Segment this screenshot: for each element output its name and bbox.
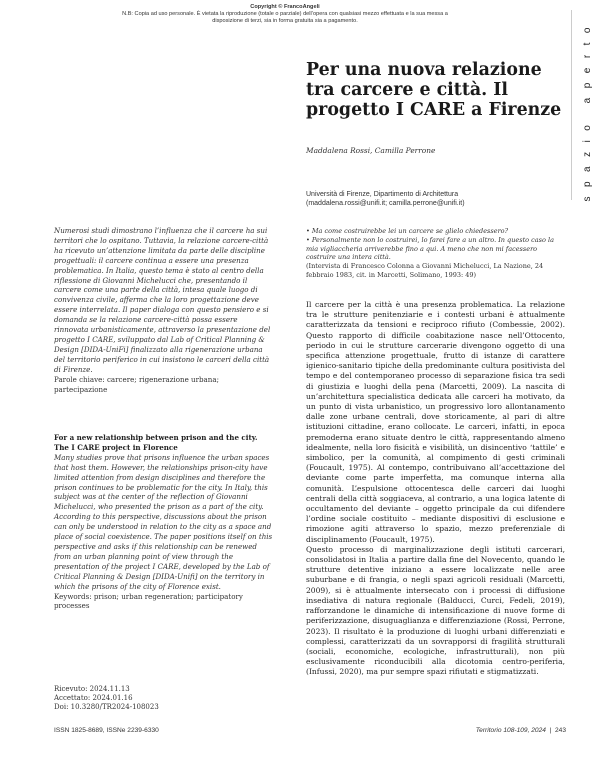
abstract-italian bbox=[54, 226, 274, 394]
body-paragraph: Questo processo di marginalizzazione degli istituti carcerari, consolidatosi in Italia a partire dalla fine del Novecento, quando le strutture detentive iniziano a essere localizzate nelle aree suburbane e di frangia, o negli spazi agricoli residuali (Marcetti, 2009), si è attualmente intersecato con i processi di diffusione insediativa di natura regionale (Balducci, Curci, Fedeli, 2019), rafforzandone le dinamiche di intensificazione di nuove forme di periferizzazione, disuguaglianza e differenziazione (Rossi, Perrone, 2023). Il risultato è la produzione di luoghi urbani differenziati e complessi, caratterizzati da un sovrapporsi di fragilità strutturali (sociali, economiche, ecologiche, infrastrutturali), non più esclusivamente riconducibili alla dicotomia centro-periferia, (Infussi, 2020), ma pur sempre spazi rifiutati e stigmatizzati. bbox=[306, 544, 565, 677]
copyright-notice bbox=[120, 4, 450, 25]
date-accepted: Accettato: 2024.01.16 bbox=[54, 694, 133, 702]
article-title: Per una nuova relazione tra carcere e città. Il progetto I CARE a Firenze bbox=[306, 60, 562, 120]
article-authors: Maddalena Rossi, Camilla Perrone bbox=[306, 146, 436, 155]
article-dates bbox=[54, 685, 159, 712]
affiliation-emails: (maddalena.rossi@unifi.it; camilla.perrone@unifi.it) bbox=[306, 200, 465, 207]
date-received: Ricevuto: 2024.11.13 bbox=[54, 685, 130, 693]
epigraph bbox=[306, 227, 561, 280]
epigraph-answer: • Personalmente non lo costruirei, lo farei fare a un altro. In questo caso la mia vigliaccheria arriverebbe fino a qui. A meno che non mi facessero costruire una intera città. bbox=[306, 235, 554, 262]
body-paragraph: Il carcere per la città è una presenza problematica. La relazione tra le strutture penitenziarie e i contesti urbani è attualmente caratterizzata da tensioni e reciproco rifiuto (Combessie, 2002). Questo rapporto di difficile coabitazione nasce nell’Ottocento, periodo in cui le strutture carcerarie divengono oggetto di una specifica attenzione progettuale, frutto di istanze di carattere igienico-sanitario tipiche della predominante cultura positivista del tempo e del contemporaneo processo di separazione fisica tra sedi di giustizia e luoghi della pena (Marcetti, 2009). La nascita di un’architettura specialistica dedicata alle carceri ha motivato, da un punto di vista urbanistico, un progressivo loro allontanamento dalle zone urbane centrali, dove storicamente, al pari di altre istituzioni cittadine, erano collocate. Le carceri, infatti, in epoca premoderna erano situate dentro le città, rappresentando almeno idealmente, nella loro fisicità e visibilità, un disincentivo ‘tattile’ e simbolico, per la comunità, al compimento di gesti criminali (Foucault, 1975). Al contempo, contribuivano all’accettazione del deviante come parte imperfetta, ma comunque interna alla comunità. L’espulsione ottocentesca delle carceri dai luoghi centrali della città soggiaceva, al contrario, a una logica latente di occultamento del deviante – oggetto principale da cui difendere l’ordine sociale costituito – mediante dispositivi di esclusione e rimozione agiti attraverso lo spazio, mezzo preferenziale di disciplinamento (Foucault, 1975). bbox=[306, 300, 565, 544]
copyright-title: Copyright © FrancoAngeli bbox=[250, 4, 320, 10]
author-affiliation bbox=[306, 190, 566, 208]
copyright-disclaimer: N.B: Copia ad uso personale. È vietata la riproduzione (totale o parziale) dell’opera con qualsiasi mezzo effettuata e la sua messa a disposizione di terzi, sia in forma gratuita sia a pagamento. bbox=[122, 11, 448, 24]
footer-journal: Territorio 108-109, 2024 bbox=[475, 727, 546, 734]
abstract-english-title: For a new relationship between prison and the city. The I CARE project in Florence bbox=[54, 433, 258, 452]
footer-issn: ISSN 1825-8689, ISSNe 2239-6330 bbox=[54, 727, 159, 734]
epigraph-source: (Intervista di Francesco Colonna a Giovanni Michelucci, La Nazione, 24 febbraio 1983, cit. in Marcetti, Solimano, 1993: 49) bbox=[306, 262, 544, 279]
epigraph-question: • Ma come costruirebbe lei un carcere se glielo chiedessero? bbox=[306, 227, 509, 235]
abstract-italian-keywords: Parole chiave: carcere; rigenerazione urbana; partecipazione bbox=[54, 374, 219, 394]
article-doi: Doi: 10.3280/TR2024-108023 bbox=[54, 703, 159, 711]
page-number: 243 bbox=[554, 727, 566, 734]
abstract-english bbox=[54, 433, 274, 611]
section-label: spazio aperto bbox=[582, 18, 593, 202]
footer-journal-info bbox=[476, 727, 566, 734]
affiliation-institution: Università di Firenze, Dipartimento di Architettura bbox=[306, 191, 459, 198]
abstract-english-keywords: Keywords: prison; urban regeneration; participatory processes bbox=[54, 591, 243, 611]
footer-separator: | bbox=[547, 727, 554, 734]
abstract-italian-text: Numerosi studi dimostrano l’influenza che il carcere ha sui territori che lo ospitano. Tuttavia, la relazione carcere-città ha ricevuto un’attenzione limitata da parte delle discipline progettuali: il carcere continua a essere una presenza problematica. In Italia, questo tema è stato al centro della riflessione di Giovanni Michelucci che, presentando il carcere come una parte della città, intesa quale luogo di convivenza civile, afferma che la loro progettazione deve essere interrelata. Il paper dialoga con questo pensiero e si domanda se la relazione carcere-città possa essere rinnovata urbanisticamente, attraverso la presentazione del progetto I CARE, sviluppato dal Lab of Critical Planning & Design [DIDA-UniFi] finalizzato alla rigenerazione urbana del territorio periferico in cui insistono le carceri della città di Firenze. bbox=[54, 226, 271, 374]
article-body bbox=[306, 300, 565, 678]
abstract-english-text: Many studies prove that prisons influence the urban spaces that host them. However, the relationships prison-city have limited attention from design disciplines and therefore the prison continues to be problematic for the city. In Italy, this subject was at the center of the reflection of Giovanni Michelucci, who presented the prison as a part of the city. According to this perspective, discussions about the prison can only be understood in relation to the city as a space and place of social coexistence. The paper positions itself on this perspective and asks if this relationship can be renewed from an urban planning point of view through the presentation of the project I CARE, developed by the Lab of Critical Planning & Design [DIDA-Unifi] on the territory in which the prisons of the city of Florence exist. bbox=[54, 452, 273, 591]
